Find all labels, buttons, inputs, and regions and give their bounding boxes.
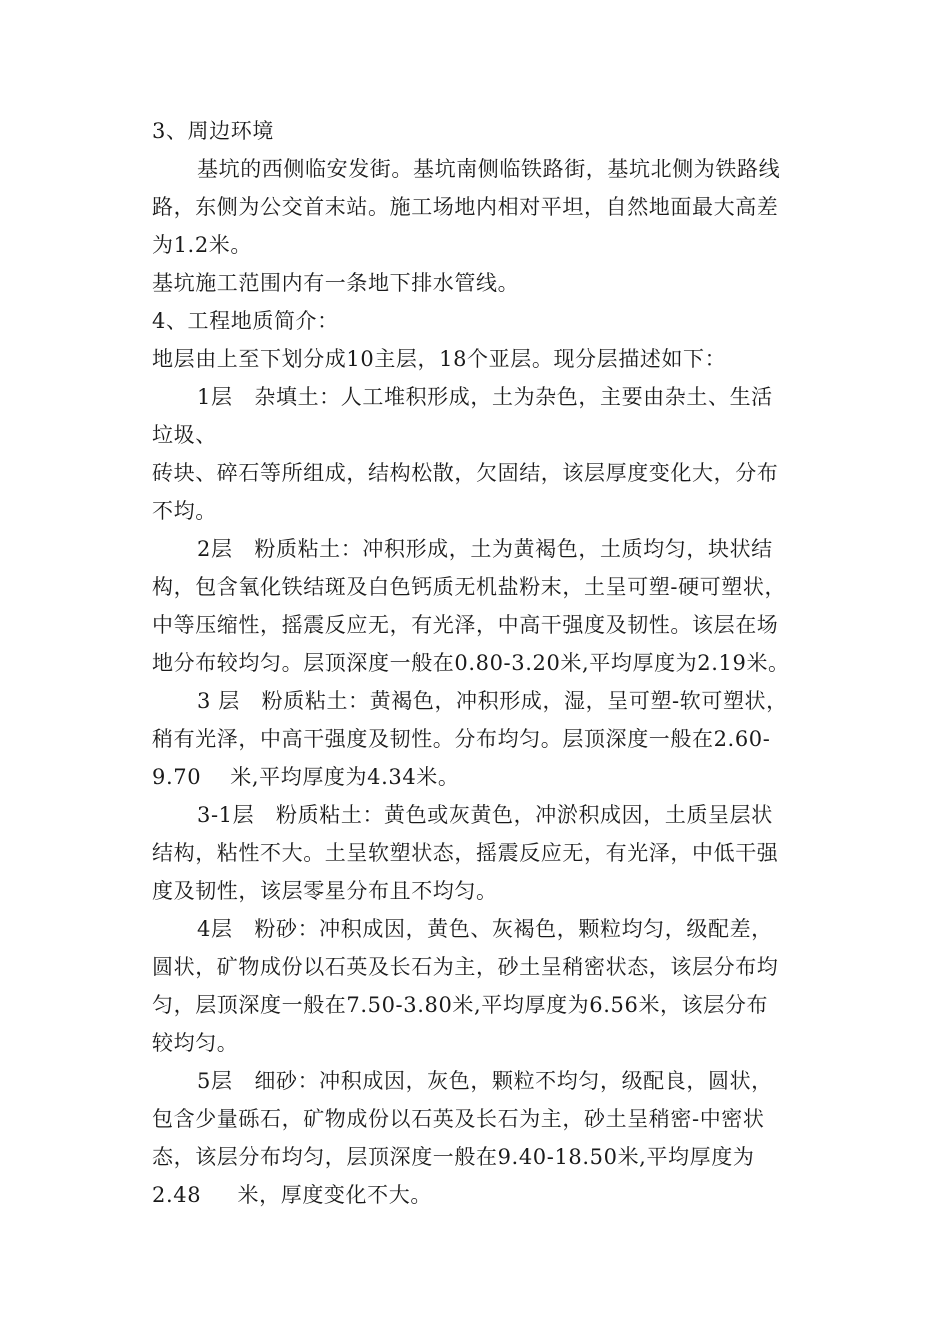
- paragraph-line: 包含少量砾石，矿物成份以石英及长石为主，砂土呈稍密-中密状: [152, 1107, 765, 1131]
- section-heading-geology: 4、工程地质简介：: [152, 309, 339, 333]
- paragraph-line: 中等压缩性，摇震反应无，有光泽，中高干强度及韧性。该层在场: [152, 613, 779, 637]
- paragraph-line: 基坑的西侧临安发街。基坑南侧临铁路街，基坑北侧为铁路线: [197, 157, 781, 181]
- paragraph-line: 垃圾、: [152, 423, 217, 447]
- paragraph-line: 为1.2米。: [152, 233, 252, 257]
- paragraph-line: 2.48 米，厚度变化不大。: [152, 1183, 432, 1207]
- layer-3-1-description: 3-1层 粉质粘土：黄色或灰黄色，冲淤积成因，土质呈层状: [197, 803, 773, 827]
- layer-1-description: 1层 杂填土：人工堆积形成，土为杂色，主要由杂土、生活: [197, 385, 773, 409]
- layer-3-description: 3 层 粉质粘土：黄褐色，冲积形成，湿，呈可塑-软可塑状，: [197, 689, 788, 713]
- paragraph-line: 较均匀。: [152, 1031, 239, 1055]
- section-heading-surroundings: 3、周边环境: [152, 119, 274, 143]
- paragraph-line: 构，包含氧化铁结斑及白色钙质无机盐粉末，土呈可塑-硬可塑状，: [152, 575, 787, 599]
- paragraph-line: 稍有光泽，中高干强度及韧性。分布均匀。层顶深度一般在2.60-: [152, 727, 771, 751]
- paragraph-line: 基坑施工范围内有一条地下排水管线。: [152, 271, 520, 295]
- paragraph-line: 不均。: [152, 499, 217, 523]
- paragraph-line: 圆状，矿物成份以石英及长石为主，砂土呈稍密状态，该层分布均: [152, 955, 779, 979]
- paragraph-line: 度及韧性，该层零星分布且不均匀。: [152, 879, 498, 903]
- layer-5-description: 5层 细砂：冲积成因，灰色，颗粒不均匀，级配良，圆状，: [197, 1069, 773, 1093]
- paragraph-line: 结构，粘性不大。土呈软塑状态，摇震反应无，有光泽，中低干强: [152, 841, 779, 865]
- paragraph-line: 地分布较均匀。层顶深度一般在0.80-3.20米,平均厚度为2.19米。: [152, 651, 790, 675]
- paragraph-line: 态，该层分布均匀，层顶深度一般在9.40-18.50米,平均厚度为: [152, 1145, 755, 1169]
- paragraph-line: 路，东侧为公交首末站。施工场地内相对平坦，自然地面最大高差: [152, 195, 779, 219]
- paragraph-line: 9.70 米,平均厚度为4.34米。: [152, 765, 460, 789]
- paragraph-line: 匀，层顶深度一般在7.50-3.80米,平均厚度为6.56米，该层分布: [152, 993, 769, 1017]
- paragraph-line: 砖块、碎石等所组成，结构松散，欠固结，该层厚度变化大，分布: [152, 461, 779, 485]
- layer-4-description: 4层 粉砂：冲积成因，黄色、灰褐色，颗粒均匀，级配差，: [197, 917, 773, 941]
- layer-2-description: 2层 粉质粘土：冲积形成，土为黄褐色，土质均匀，块状结: [197, 537, 773, 561]
- paragraph-line: 地层由上至下划分成10主层，18个亚层。现分层描述如下：: [152, 347, 727, 371]
